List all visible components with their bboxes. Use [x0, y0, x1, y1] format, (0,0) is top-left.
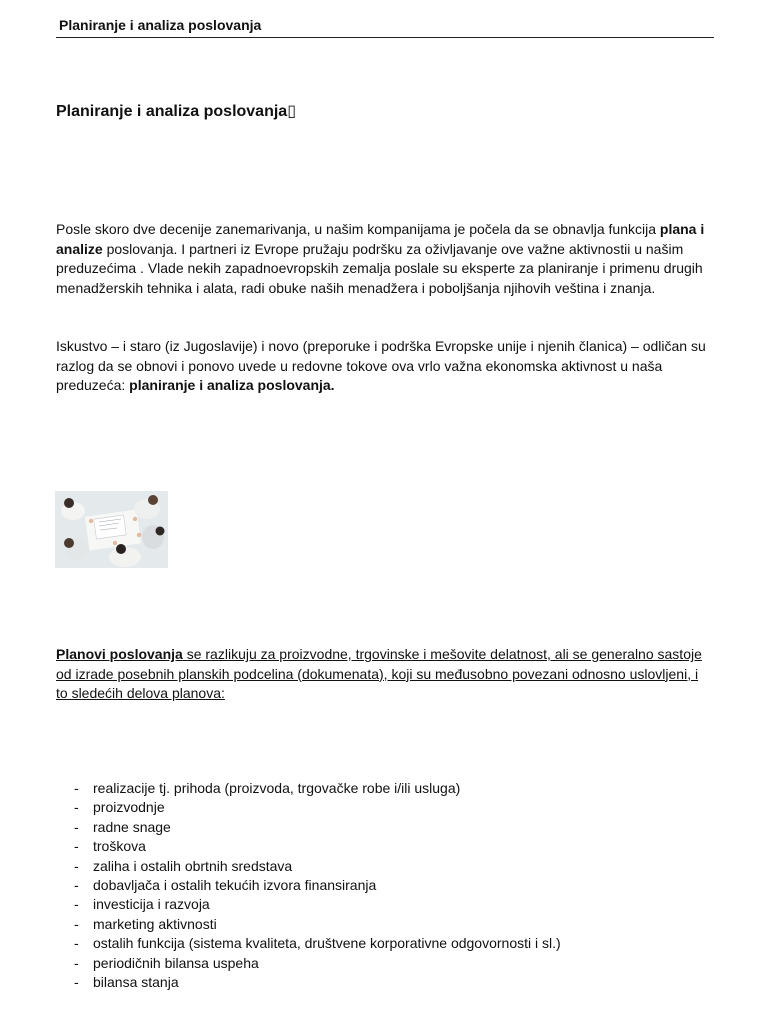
plans-paragraph	[56, 645, 706, 704]
list-dash: -	[74, 954, 79, 971]
list-item-text: radne snage	[93, 818, 171, 835]
experience-bold-text: planiranje i analiza poslovanja.	[129, 377, 335, 393]
list-item	[56, 934, 561, 953]
intro-paragraph	[56, 220, 716, 298]
list-dash: -	[74, 857, 79, 874]
document-title: Planiranje i analiza poslovanja▯	[56, 103, 296, 120]
list-dash: -	[74, 974, 79, 991]
header-title: Planiranje i analiza poslovanja	[59, 17, 262, 33]
plan-parts-list	[56, 779, 561, 992]
list-item	[56, 837, 561, 856]
list-dash: -	[74, 877, 79, 894]
list-item	[56, 857, 561, 876]
list-item	[56, 876, 561, 895]
list-dash: -	[74, 915, 79, 932]
list-item	[56, 973, 561, 992]
list-item	[56, 954, 561, 973]
list-item	[56, 915, 561, 934]
list-dash: -	[74, 818, 79, 835]
plans-bold-text: Planovi poslovanja	[56, 646, 183, 662]
experience-text: Iskustvo – i staro (iz Jugoslavije) i novo (preporuke i podrška Evropske unije i njenih članica) – odličan su razlog da se obnovi i ponovo uvede u redovne tokove ova vrlo važna ekonomska aktivnost u naša preduzeća:	[56, 338, 706, 393]
list-item	[56, 895, 561, 914]
list-item-text: periodičnih bilansa uspeha	[93, 954, 259, 971]
list-item	[56, 779, 561, 798]
list-item-text: marketing aktivnosti	[93, 915, 217, 932]
list-item-text: ostalih funkcija (sistema kvaliteta, društvene korporativne odgovornosti i sl.)	[93, 935, 561, 952]
list-item-text: dobavljača i ostalih tekućih izvora finansiranja	[93, 877, 377, 894]
meeting-photo-illustration	[55, 491, 168, 568]
list-item-text: proizvodnje	[93, 799, 165, 816]
intro-text-2: poslovanja. I partneri iz Evrope pružaju podršku za oživljavanje ove važne aktivnostii u našim preduzećima . Vlade nekih zapadnoevropskih zemalja poslale su eksperte za planiranje i primenu drugih menadžerskih tehnika i alata, radi obuke naših menadžera i poboljšanja njihovih veština i znanja.	[56, 240, 703, 296]
intro-text-1: Posle skoro dve decenije zanemarivanja, u našim kompanijama je počela da se obnavlja funkcija	[56, 221, 660, 237]
list-item-text: investicija i razvoja	[93, 896, 210, 913]
list-item-text: realizacije tj. prihoda (proizvoda, trgovačke robe i/ili usluga)	[93, 780, 461, 796]
list-item	[56, 798, 561, 817]
plans-paragraph-underlined	[56, 646, 702, 701]
list-dash: -	[74, 935, 79, 952]
experience-paragraph	[56, 337, 716, 396]
list-item	[56, 818, 561, 837]
list-dash: -	[74, 799, 79, 816]
meeting-photo	[55, 491, 168, 568]
list-dash: -	[74, 838, 79, 855]
intro-bold-text: plana i analize	[56, 221, 705, 257]
list-dash: -	[74, 780, 79, 796]
list-item-text: bilansa stanja	[93, 974, 179, 991]
list-item-text: zaliha i ostalih obrtnih sredstava	[93, 857, 293, 874]
plans-text: se razlikuju za proizvodne, trgovinske i mešovite delatnost, ali se generalno sastoje od izrade posebnih planskih podcelina (dokumenata), koji su međusobno povezani odnosno uslovljeni, i to sledećih delova planova:	[56, 646, 702, 701]
list-item-text: troškova	[93, 838, 146, 855]
page-header	[56, 16, 714, 38]
list-dash: -	[74, 896, 79, 913]
